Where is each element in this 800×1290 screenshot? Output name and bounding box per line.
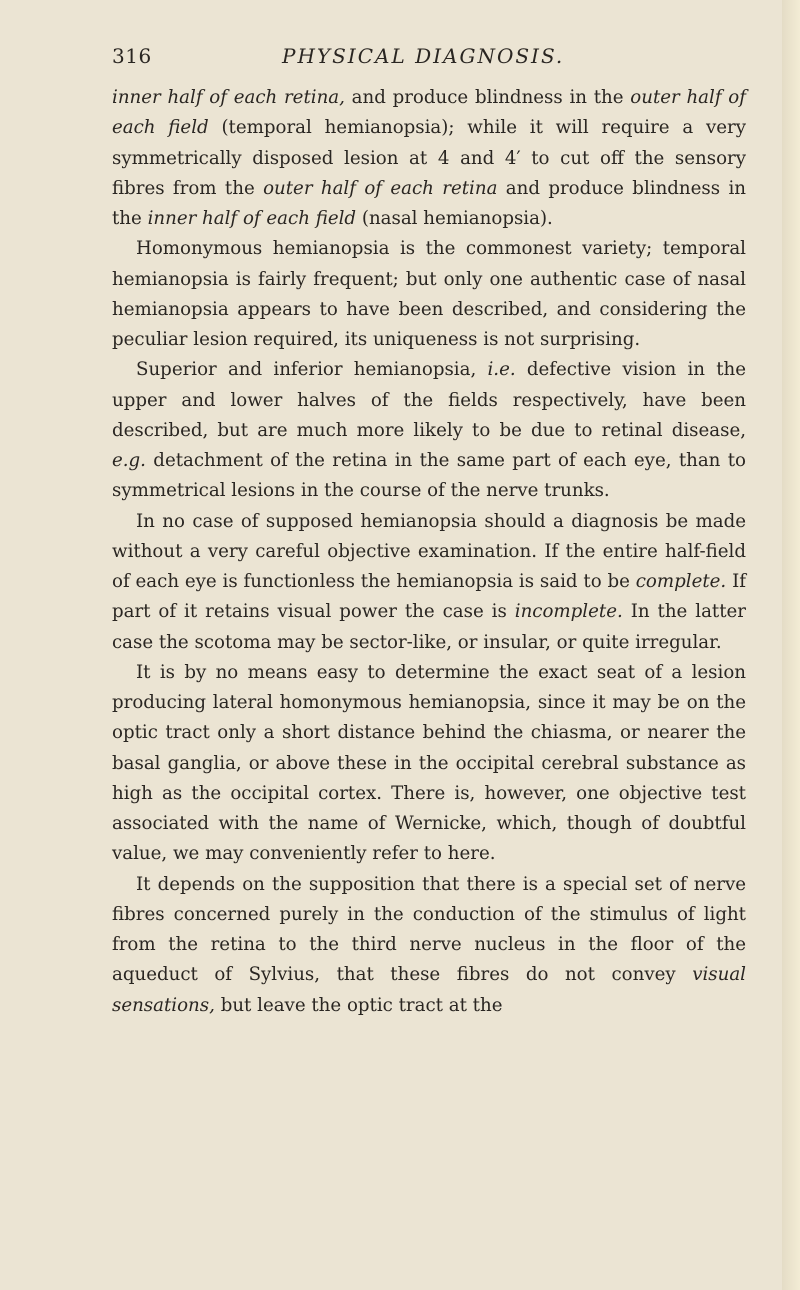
text-run: In no case of supposed hemianopsia should a diagnosis be made without a very careful objective examination. If the entire half-field of each eye is functionless the hemianopsia is said to be — [112, 510, 746, 592]
paragraph — [112, 658, 746, 870]
page-number: 316 — [112, 44, 152, 68]
italic-text: i.e. — [487, 359, 516, 381]
paragraph — [112, 355, 746, 506]
text-run: It depends on the supposition that there is a special set of nerve fibres concerned purely in the conduction of the stimulus of light from the retina to the third nerve nucleus in the floor of the aqueduct of Sylvius, that these fibres do not convey — [112, 873, 746, 986]
text-run: If part of it retains visual power the case is — [112, 571, 746, 623]
text-run: It is by no means easy to determine the exact seat of a lesion producing lateral homonymous hemianopsia, since it may be on the optic tract only a short distance behind the chiasma, or nearer the basal ganglia, or above these in the occipital cerebral substance as high as the occipital cortex. There is, however, one objective test associated with the name of Wernicke, which, though of doubtful value, we may conveniently refer to here. — [112, 661, 746, 865]
text-run: but leave the optic tract at the — [214, 994, 503, 1016]
text-run: In the latter case the scotoma may be sector-like, or insular, or quite irregular. — [112, 601, 747, 653]
italic-text: complete. — [635, 571, 727, 592]
text-run: Homonymous hemianopsia is the commonest variety; temporal hemianopsia is fairly frequent; but only one authentic case of nasal hemianopsia appears to have been described, and considering the peculiar lesion required, its uniqueness is not surprising. — [112, 238, 746, 350]
italic-text: visual sensations, — [112, 964, 746, 1016]
text-run: detachment of the retina in the same part of each eye, than to symmetrical lesions in the course of the nerve trunks. — [112, 450, 746, 502]
text-run: Superior and inferior hemianopsia, — [136, 359, 488, 381]
italic-text: e.g. — [112, 450, 146, 471]
italic-text: inner half of each retina, — [112, 87, 345, 108]
paragraph — [112, 83, 746, 234]
italic-text: outer half of each field — [112, 87, 746, 139]
text-run: (nasal hemianopsia). — [356, 208, 553, 229]
text-run: defective vision in the upper and lower halves of the fields respectively, have been described, but are much more likely to be due to retinal disease, — [112, 359, 746, 441]
paragraph — [112, 234, 746, 355]
italic-text: incomplete. — [514, 601, 623, 623]
paragraph — [112, 870, 746, 1021]
italic-text: outer half of each retina — [263, 177, 498, 199]
text-run: and produce blindness in the — [112, 177, 746, 229]
text-run: (temporal hemianopsia); while it will require a very symmetrically disposed lesion at 4 and 4′ to cut off the sensory fibres from the — [112, 117, 746, 199]
italic-text: inner half of each field — [147, 208, 357, 229]
running-head: PHYSICAL DIAGNOSIS. — [282, 44, 565, 68]
text-run: and produce blindness in the — [344, 87, 631, 108]
page-header — [112, 44, 752, 76]
page-edge — [782, 0, 800, 1290]
paragraph — [112, 507, 746, 658]
body-text — [112, 83, 746, 1021]
